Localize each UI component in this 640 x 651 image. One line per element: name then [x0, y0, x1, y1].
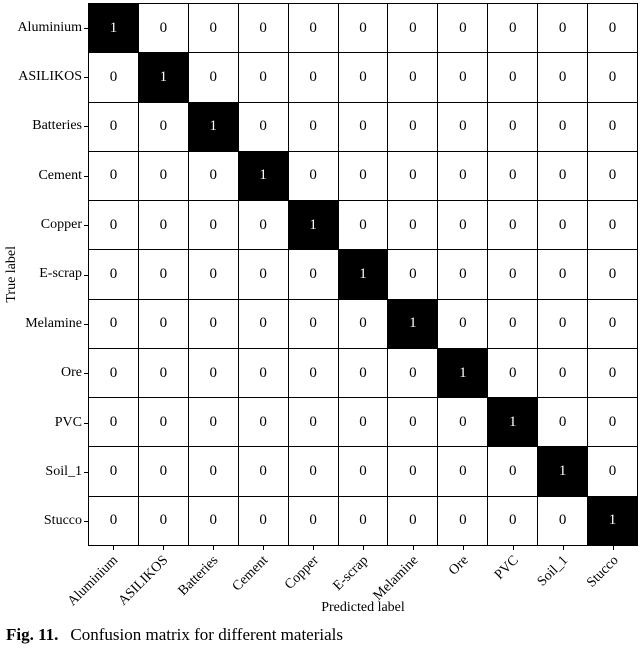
x-tick-mark [213, 546, 214, 550]
matrix-cell: 1 [538, 447, 588, 496]
x-tick-mark [463, 546, 464, 550]
matrix-cell: 0 [538, 201, 588, 250]
matrix-cell: 1 [239, 152, 289, 201]
matrix-cell: 0 [339, 4, 389, 53]
matrix-cell: 0 [139, 398, 189, 447]
matrix-cell: 0 [139, 447, 189, 496]
row-label: Cement [38, 167, 82, 183]
matrix-cell: 0 [438, 152, 488, 201]
matrix-cell: 0 [488, 4, 538, 53]
matrix-cell: 0 [139, 349, 189, 398]
matrix-cell: 0 [588, 201, 638, 250]
matrix-cell: 0 [239, 201, 289, 250]
y-tick-mark [84, 126, 88, 127]
matrix-cell: 1 [388, 300, 438, 349]
row-label: ASILIKOS [18, 69, 82, 85]
matrix-cell: 0 [139, 4, 189, 53]
matrix-cell: 0 [89, 398, 139, 447]
matrix-cell: 0 [289, 300, 339, 349]
matrix-cell: 0 [388, 103, 438, 152]
matrix-cell: 1 [438, 349, 488, 398]
matrix-cell: 0 [239, 103, 289, 152]
matrix-cell: 0 [588, 250, 638, 299]
row-label: Ore [61, 365, 82, 381]
matrix-cell: 0 [388, 250, 438, 299]
matrix-cell: 0 [89, 300, 139, 349]
matrix-cell: 0 [139, 201, 189, 250]
matrix-cell: 0 [189, 4, 239, 53]
matrix-cell: 0 [588, 152, 638, 201]
column-label: Cement [230, 553, 272, 595]
column-label: Soil_1 [535, 553, 572, 590]
matrix-cell: 0 [89, 497, 139, 546]
matrix-cell: 0 [438, 497, 488, 546]
y-tick-mark [84, 373, 88, 374]
row-label: Batteries [32, 118, 82, 134]
matrix-cell: 0 [289, 103, 339, 152]
caption-tag: Fig. 11. [6, 625, 59, 644]
column-label: Batteries [175, 553, 222, 599]
matrix-cell: 0 [339, 349, 389, 398]
row-label: Melamine [25, 315, 82, 331]
matrix-cell: 0 [488, 53, 538, 102]
matrix-cell: 0 [388, 4, 438, 53]
matrix-cell: 0 [538, 53, 588, 102]
matrix-cell: 0 [139, 152, 189, 201]
matrix-cell: 0 [488, 447, 538, 496]
matrix-cell: 0 [239, 4, 289, 53]
matrix-cell: 0 [588, 300, 638, 349]
matrix-cell: 1 [289, 201, 339, 250]
matrix-cell: 0 [538, 300, 588, 349]
x-tick-mark [413, 546, 414, 550]
matrix-cell: 0 [438, 201, 488, 250]
matrix-cell: 0 [438, 398, 488, 447]
y-tick-mark [84, 324, 88, 325]
matrix-cell: 0 [488, 152, 538, 201]
matrix-cell: 0 [189, 201, 239, 250]
matrix-cell: 0 [89, 447, 139, 496]
matrix-cell: 0 [189, 300, 239, 349]
matrix-cell: 0 [139, 497, 189, 546]
caption-text: Confusion matrix for different materials [70, 625, 343, 644]
x-tick-mark [163, 546, 164, 550]
matrix-cell: 0 [139, 103, 189, 152]
matrix-cell: 1 [488, 398, 538, 447]
matrix-cell: 0 [588, 4, 638, 53]
matrix-cell: 0 [538, 103, 588, 152]
matrix-cell: 0 [239, 53, 289, 102]
matrix-cell: 0 [289, 4, 339, 53]
matrix-cell: 0 [339, 152, 389, 201]
column-label: ASILIKOS [115, 553, 172, 609]
matrix-cell: 0 [289, 349, 339, 398]
matrix-cell: 0 [438, 53, 488, 102]
y-tick-mark [84, 225, 88, 226]
matrix-cell: 0 [239, 250, 289, 299]
matrix-cell: 0 [189, 447, 239, 496]
row-label: Stucco [43, 513, 82, 529]
row-label: E-scrap [39, 266, 82, 282]
confusion-matrix-grid [88, 3, 638, 546]
matrix-cell: 1 [89, 4, 139, 53]
matrix-cell: 1 [139, 53, 189, 102]
y-tick-mark [84, 521, 88, 522]
x-tick-mark [563, 546, 564, 550]
matrix-cell: 0 [438, 250, 488, 299]
matrix-cell: 0 [438, 300, 488, 349]
matrix-cell: 0 [339, 103, 389, 152]
matrix-cell: 0 [488, 349, 538, 398]
matrix-cell: 0 [538, 152, 588, 201]
matrix-cell: 0 [588, 53, 638, 102]
column-label: E-scrap [330, 553, 372, 594]
matrix-cell: 0 [89, 349, 139, 398]
matrix-cell: 0 [538, 4, 588, 53]
matrix-cell: 0 [438, 447, 488, 496]
matrix-cell: 0 [89, 103, 139, 152]
y-axis-label-text: True label [4, 246, 19, 303]
y-tick-mark [84, 275, 88, 276]
y-tick-mark [84, 28, 88, 29]
matrix-cell: 0 [538, 398, 588, 447]
matrix-cell: 0 [339, 201, 389, 250]
y-tick-mark [84, 77, 88, 78]
matrix-cell: 0 [239, 497, 289, 546]
matrix-cell: 0 [89, 201, 139, 250]
matrix-cell: 1 [588, 497, 638, 546]
column-label: Melamine [370, 553, 422, 604]
matrix-cell: 0 [488, 250, 538, 299]
matrix-cell: 0 [89, 53, 139, 102]
x-tick-mark [513, 546, 514, 550]
matrix-cell: 0 [339, 53, 389, 102]
matrix-cell: 0 [189, 152, 239, 201]
column-label: Stucco [584, 553, 622, 591]
matrix-cell: 0 [538, 497, 588, 546]
matrix-cell: 0 [239, 447, 289, 496]
row-label: Copper [40, 217, 82, 233]
matrix-cell: 0 [488, 497, 538, 546]
x-tick-mark [313, 546, 314, 550]
x-tick-mark [363, 546, 364, 550]
matrix-cell: 0 [289, 447, 339, 496]
matrix-cell: 0 [339, 447, 389, 496]
y-tick-mark [84, 423, 88, 424]
matrix-cell: 0 [139, 300, 189, 349]
matrix-cell: 0 [239, 300, 289, 349]
matrix-cell: 0 [388, 497, 438, 546]
matrix-cell: 0 [588, 447, 638, 496]
column-label: PVC [491, 553, 522, 583]
matrix-cell: 0 [388, 201, 438, 250]
matrix-cell: 0 [388, 447, 438, 496]
column-label: Ore [446, 553, 472, 579]
matrix-cell: 0 [189, 497, 239, 546]
row-label: PVC [54, 414, 82, 430]
matrix-cell: 0 [89, 152, 139, 201]
matrix-cell: 0 [339, 497, 389, 546]
matrix-cell: 0 [239, 398, 289, 447]
matrix-cell: 0 [588, 103, 638, 152]
matrix-cell: 0 [488, 201, 538, 250]
matrix-cell: 0 [189, 53, 239, 102]
matrix-cell: 0 [388, 349, 438, 398]
x-axis-label: Predicted label [321, 600, 405, 615]
matrix-cell: 0 [388, 53, 438, 102]
matrix-cell: 0 [488, 300, 538, 349]
matrix-cell: 0 [239, 349, 289, 398]
x-tick-mark [113, 546, 114, 550]
matrix-cell: 0 [139, 250, 189, 299]
y-tick-mark [84, 176, 88, 177]
matrix-cell: 0 [438, 4, 488, 53]
row-label: Soil_1 [45, 463, 82, 479]
matrix-cell: 0 [538, 349, 588, 398]
matrix-cell: 0 [588, 398, 638, 447]
matrix-cell: 0 [289, 152, 339, 201]
matrix-cell: 0 [289, 398, 339, 447]
matrix-cell: 0 [289, 53, 339, 102]
matrix-cell: 0 [189, 398, 239, 447]
matrix-cell: 0 [339, 300, 389, 349]
y-tick-mark [84, 472, 88, 473]
matrix-cell: 0 [488, 103, 538, 152]
matrix-cell: 0 [189, 250, 239, 299]
matrix-cell: 0 [289, 497, 339, 546]
matrix-cell: 1 [189, 103, 239, 152]
matrix-cell: 0 [289, 250, 339, 299]
matrix-cell: 0 [89, 250, 139, 299]
column-label: Copper [281, 553, 322, 593]
matrix-cell: 0 [438, 103, 488, 152]
figure-caption [6, 624, 636, 645]
matrix-cell: 0 [388, 152, 438, 201]
column-label: Aluminium [65, 553, 122, 610]
matrix-cell: 0 [339, 398, 389, 447]
x-tick-mark [613, 546, 614, 550]
matrix-cell: 0 [588, 349, 638, 398]
matrix-cell: 0 [189, 349, 239, 398]
matrix-cell: 0 [388, 398, 438, 447]
row-label: Aluminium [17, 19, 82, 35]
matrix-cell: 0 [538, 250, 588, 299]
matrix-cell: 1 [339, 250, 389, 299]
x-tick-mark [263, 546, 264, 550]
